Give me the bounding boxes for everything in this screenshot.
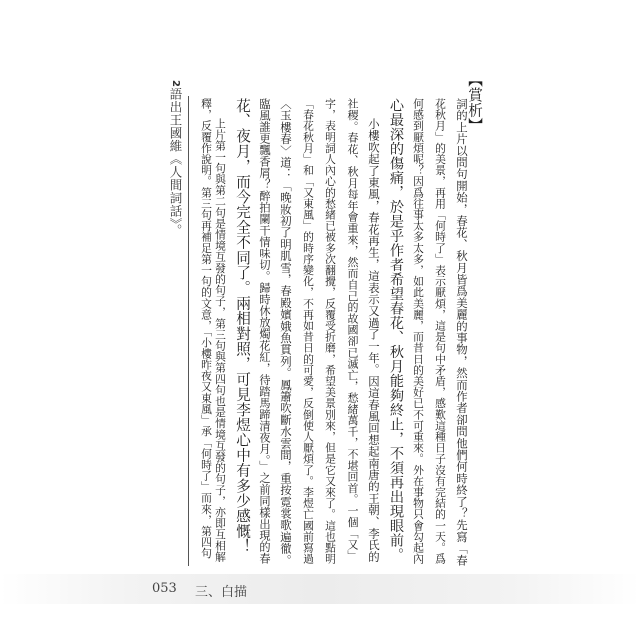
heading-bracket-open: 【 [466, 72, 483, 88]
text-column: 花、夜月，而今完全不同了。兩相對照，可見李煜心中有多少感慨！ [234, 98, 251, 554]
text-column: 心最深的傷痛，於是乎作者希望春花、秋月能夠終止，不須再出現眼前。 [388, 98, 404, 562]
footer-band [0, 574, 640, 604]
text-column: 詞的上片以問句開始，春花、秋月皆爲美麗的事物，然而作者卻問他們何時終了？先寫「春 [455, 98, 469, 566]
heading-bracket-close: 】 [466, 117, 483, 133]
running-head: 三、白描 [195, 585, 248, 600]
text-column: 釋，反覆作說明。第三句再補足第一句的文意，「小樓昨夜又東風」承「何時了」而來，第四句 [200, 98, 213, 559]
text-column: 〈玉樓春〉道：「晚妝初了明肌雪，春殿嬪娥魚貫列。鳳簫吹斷水雲間，重按霓裳歌遍徹。 [279, 98, 293, 566]
footnote-divider [188, 96, 189, 566]
footnote-number: 2 [170, 80, 181, 88]
text-column: 花秋月」的美景，再用「何時了」表示厭煩，這是句中矛盾，感歎這種日子沒有完結的一天。爲 [434, 98, 447, 565]
text-column: 何感到厭煩呢？因爲往事太多太多，如此美麗，而昔日的美好已不可重來。外在事物只會勾起內 [412, 98, 425, 565]
text-column: 「春花秋月」和「又東風」的時序變化，不再如昔日的可愛，反倒使人厭煩了。李煜亡國前寫過 [302, 98, 315, 565]
text-column: 臨風誰更飄香屑？醉拍闌干情味切。歸時休放燭花紅，待踏馬蹄清夜月。」之前同樣出現的春 [258, 98, 271, 564]
footnote [166, 80, 184, 237]
heading-text: 賞析 [466, 87, 483, 118]
footnote-text: 語出王國維《人間詞話》。 [168, 87, 183, 238]
text-column: 上片第一句與第二句是情境互發的句子，第三句與第四句也是情境互發的句子，亦即互相解 [214, 118, 227, 562]
text-column: 字，表明詞人內心的愁緒已被多次翻攪，反覆受折磨，希望美景別來，但是它又來了。這也點明 [324, 98, 337, 565]
text-column: 小樓吹起了東風，春花再生，這表示又過了一年。因這春風回想起南唐的王朝、李氏的 [367, 118, 381, 563]
text-column: 社稷。春花、秋月每年會重來，然而自己的故國卻已滅亡，愁緒萬千，不堪回首。一個「又」 [346, 98, 359, 562]
page-number: 053 [152, 581, 177, 596]
